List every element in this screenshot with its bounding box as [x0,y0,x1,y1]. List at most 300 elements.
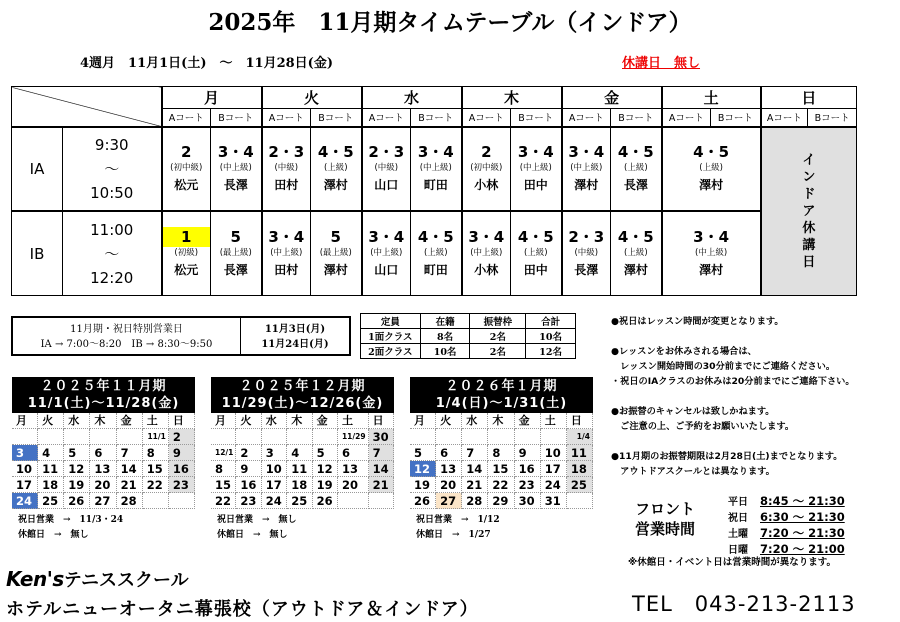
capacity-cell: 2名 [470,344,526,359]
calendar-weekday: 火 [436,413,462,429]
lesson-level-label: (上級) [624,247,648,258]
calendar-weekday: 土 [338,413,369,429]
instructor: 長澤 [223,262,248,277]
hours-row [728,526,890,542]
calendar-day: 3 [12,445,38,461]
instructor: 澤村 [699,262,724,277]
calendar-closed-days: 休館日 → 無し [217,530,288,540]
note-line [611,389,896,404]
calendar-day: 12/1 [211,445,236,461]
court-a: Aコート [262,109,311,127]
instructor: 澤村 [623,262,648,277]
calendar-day [462,429,488,445]
calendar-day [287,429,312,445]
calendar-closed-days: 休館日 → 無し [18,530,89,540]
calendar-day: 15 [143,461,169,477]
calendar-day: 21 [117,477,143,493]
day-sun: 日 [761,87,857,109]
note-line: ご注意の上、ご予約をお願いいたします。 [611,421,795,432]
calendar-day: 8 [488,445,514,461]
calendar-day: 11/1 [143,429,169,445]
note-line: ●祝日はレッスン時間が変更となります。 [611,316,784,327]
calendar-day [117,429,143,445]
lesson-cell [362,211,411,295]
calendar-grid [12,413,195,509]
class-row-ia [12,127,857,212]
hours-row [728,494,890,510]
hours-time: 7:20 ～ 21:30 [760,526,845,540]
brand-logo: Ken's [6,567,64,591]
calendar-weekday: 木 [90,413,116,429]
calendar-day [369,493,394,509]
court-b: Bコート [711,109,761,127]
day-thu: 木 [462,87,562,109]
court-b: Bコート [511,109,562,127]
lesson-cell [511,211,562,295]
instructor: 小林 [474,262,499,277]
lesson-level-label: (中上級) [219,162,252,173]
lesson-cell [611,127,662,212]
calendar-day: 2 [236,445,261,461]
special-title: 11月期・祝日特別営業日 [70,324,183,335]
lesson-level-label: (中上級) [470,247,503,258]
calendar-day: 5 [64,445,90,461]
capacity-header: 振替枠 [470,314,526,329]
calendar-footer [410,513,593,543]
calendar-weekday: 月 [12,413,38,429]
calendar-header [410,377,593,413]
instructor: 長澤 [223,177,248,192]
time-end: 10:50 [90,183,134,202]
note-line [611,434,896,449]
lesson-level: 5 [330,227,341,246]
calendar-day: 19 [313,477,338,493]
calendar-day: 1/4 [567,429,593,445]
calendar-footer [12,513,195,543]
lesson-cell [262,211,311,295]
calendar-day: 20 [338,477,369,493]
calendar-holiday-business: 祝日営業 → 11/3・24 [18,515,124,525]
calendar-day: 26 [410,493,436,509]
capacity-cell: 10名 [420,344,470,359]
lesson-level: 3・4 [268,227,305,246]
calendar-day: 4 [287,445,312,461]
calendar-day: 10 [262,461,287,477]
lesson-level-label: (中上級) [270,247,303,258]
class-time [63,127,162,212]
note-line: レッスン開始時間の30分前までにご連絡ください。 [611,361,836,372]
time-start: 9:30 [94,135,129,154]
calendar-day: 24 [262,493,287,509]
court-b: Bコート [311,109,362,127]
calendar-day: 17 [12,477,38,493]
calendar-day: 29 [488,493,514,509]
calendar-day: 16 [236,477,261,493]
calendar-day [313,429,338,445]
lesson-level-label: (最上級) [219,247,252,258]
lesson-level: 3・4 [468,227,505,246]
lesson-level-label: (中上級) [370,247,403,258]
calendar-day: 24 [541,477,567,493]
calendar-jan [410,377,593,543]
school-name: ホテルニューオータニ幕張校（アウトドア＆インドア） [6,599,479,620]
court-a: Aコート [462,109,511,127]
calendar-day: 4 [38,445,64,461]
lesson-level-label: (上級) [624,162,648,173]
class-row-ib [12,211,857,295]
calendar-holiday-business: 祝日営業 → 1/12 [416,515,500,525]
calendar-weekday: 月 [211,413,236,429]
calendar-day [515,429,541,445]
calendar-day: 9 [515,445,541,461]
page-title: 2025年 11月期タイムテーブル（インドア） [208,9,692,36]
calendar-weekday: 日 [169,413,195,429]
hours-row [728,510,890,526]
lesson-level: 2 [181,142,192,161]
court-a: Aコート [562,109,611,127]
period-range: 4週月 11月1日(土) ～ 11月28日(金) [80,56,333,71]
calendar-grid [211,413,394,509]
lesson-level-label: (中上級) [419,162,452,173]
capacity-cell: 10名 [526,329,576,344]
sunday-closed [761,127,857,296]
telephone: TEL 043-213-2113 [632,592,856,616]
calendar-day: 22 [488,477,514,493]
instructor: 田村 [274,262,299,277]
timetable [11,86,857,296]
notes [611,314,896,479]
calendar-day: 6 [338,445,369,461]
calendar-weekday: 月 [410,413,436,429]
court-a: Aコート [662,109,711,127]
calendar-title: ２０２６年１月期 [445,379,558,394]
calendar-day [262,429,287,445]
capacity-cell: 2名 [470,329,526,344]
calendar-day: 28 [462,493,488,509]
calendar-day: 18 [567,461,593,477]
instructor: 松元 [174,177,199,192]
hours-note: ※休館日・イベント日は営業時間が異なります。 [628,557,836,568]
calendar-day: 18 [38,477,64,493]
calendar-day [410,429,436,445]
lesson-cell [311,211,362,295]
note-line: ●11月期のお振替期限は2月28日(土)までとなります。 [611,451,843,462]
calendar-title: ２０２５年１２月期 [239,379,366,394]
lesson-level: 2・3 [368,142,405,161]
lesson-level: 3・4 [517,142,554,161]
closed-char: イ [802,152,816,168]
class-time [63,211,162,295]
lesson-cell [411,211,462,295]
calendar-weekday: 土 [541,413,567,429]
day-wed: 水 [362,87,462,109]
calendar-day: 23 [236,493,261,509]
closed-char: ド [802,186,816,202]
instructor: 澤村 [323,262,348,277]
lesson-level: 3・4 [368,227,405,246]
calendar-day: 25 [567,477,593,493]
time-end: 12:20 [90,268,134,287]
calendar-day: 14 [369,461,394,477]
calendar-day [211,429,236,445]
calendar-day: 22 [211,493,236,509]
calendar-weekday: 金 [313,413,338,429]
calendar-day: 13 [90,461,116,477]
calendar-weekday: 水 [64,413,90,429]
calendar-day: 9 [236,461,261,477]
calendar-day: 5 [313,445,338,461]
calendar-day: 26 [64,493,90,509]
calendar-day: 28 [117,493,143,509]
instructor: 山口 [374,262,399,277]
calendar-weekday: 火 [38,413,64,429]
hours-day: 平日 [728,497,748,508]
calendar-day: 17 [262,477,287,493]
calendar-day: 15 [211,477,236,493]
calendar-day: 14 [117,461,143,477]
calendar-day: 10 [541,445,567,461]
capacity-header: 合計 [526,314,576,329]
calendar-day: 16 [515,461,541,477]
lesson-level-label: (中級) [374,162,399,173]
front-label: 営業時間 [635,520,696,538]
hours-day: 祝日 [728,513,748,524]
calendar-day: 31 [541,493,567,509]
lesson-level: 3・4 [568,142,605,161]
calendar-day: 17 [541,461,567,477]
calendar-weekday: 木 [488,413,514,429]
special-date: 11月24日(月) [261,339,329,350]
calendar-day [567,493,593,509]
calendar-holiday-business: 祝日営業 → 無し [217,515,297,525]
calendar-day [169,493,195,509]
calendar-day [338,493,369,509]
front-hours [728,494,890,558]
lesson-level: 1 [163,227,211,247]
calendar-range: 1/4(日)～1/31(土) [435,396,568,411]
calendar-grid [410,413,593,509]
lesson-cell [211,127,262,212]
lesson-cell [462,127,511,212]
lesson-level-label: (中上級) [519,162,552,173]
class-name: IA [12,127,63,212]
calendar-day: 21 [462,477,488,493]
instructor: 長澤 [574,262,599,277]
court-b: Bコート [211,109,262,127]
lesson-cell [511,127,562,212]
calendar-day [90,429,116,445]
lesson-cell [462,211,511,295]
day-tue: 火 [262,87,362,109]
lesson-level-label: (上級) [423,247,448,258]
calendar-footer [211,513,394,543]
brand-name: テニススクール [63,570,189,591]
lesson-cell [662,211,761,295]
calendar-range: 11/29(土)～12/26(金) [221,396,384,411]
calendar-day: 11 [567,445,593,461]
calendar-weekday: 金 [515,413,541,429]
instructor: 澤村 [699,177,724,192]
calendar-day: 2 [169,429,195,445]
lesson-cell [311,127,362,212]
instructor: 小林 [474,177,499,192]
closed-char: ン [802,169,816,185]
court-b: Bコート [808,109,857,127]
lesson-level: 3・4 [417,142,454,161]
note-line: ・祝日のIAクラスのお休みは20分前までにご連絡下さい。 [611,376,855,387]
instructor: 田村 [274,177,299,192]
court-a: Aコート [162,109,211,127]
lesson-level: 5 [230,227,241,246]
calendar-day: 22 [143,477,169,493]
calendar-header [12,377,195,413]
calendar-day: 8 [211,461,236,477]
day-sat: 土 [662,87,761,109]
lesson-level: 2 [481,142,492,161]
instructor: 田中 [523,177,548,192]
calendar-day: 19 [410,477,436,493]
capacity-header: 定員 [361,314,421,329]
instructor: 町田 [423,177,448,192]
lesson-level-label: (中上級) [570,162,603,173]
lesson-cell [162,211,211,295]
lesson-cell [162,127,211,212]
capacity-cell: 2面クラス [361,344,421,359]
calendar-weekday: 木 [287,413,312,429]
hours-time: 6:30 ～ 21:30 [760,510,845,524]
lesson-cell [362,127,411,212]
calendar-day: 7 [369,445,394,461]
lesson-level-label: (初中級) [170,162,203,173]
lesson-level-label: (上級) [523,247,548,258]
calendar-dec [211,377,394,543]
calendar-day: 11 [38,461,64,477]
calendar-day [488,429,514,445]
calendar-title: ２０２５年１１月期 [40,379,167,394]
calendar-day: 6 [90,445,116,461]
calendar-day: 11/29 [338,429,369,445]
calendar-day: 9 [169,445,195,461]
brand [6,566,189,592]
calendar-day: 25 [38,493,64,509]
calendar-day: 26 [313,493,338,509]
lesson-cell [562,211,611,295]
lesson-cell [662,127,761,212]
lesson-level: 2・3 [268,142,305,161]
court-a: Aコート [362,109,411,127]
calendar-day [64,429,90,445]
note-line: ●レッスンをお休みされる場合は、 [611,346,757,357]
day-mon: 月 [162,87,262,109]
hours-day: 土曜 [728,529,748,540]
hours-time: 7:20 ～ 21:00 [760,542,845,556]
lesson-level: 2・3 [568,227,605,246]
calendar-day: 12 [64,461,90,477]
calendar-day: 7 [117,445,143,461]
calendar-day: 12 [410,461,436,477]
lesson-cell [562,127,611,212]
holiday-notice: 休講日 無し [622,56,701,71]
calendar-day: 15 [488,461,514,477]
instructor: 田中 [523,262,548,277]
calendar-day: 10 [12,461,38,477]
calendar-header [211,377,394,413]
time-start: 11:00 [90,220,134,239]
front-label: フロント [635,500,696,518]
closed-char: 日 [802,254,816,270]
calendar-day [12,429,38,445]
calendar-day: 30 [369,429,394,445]
lesson-level-label: (最上級) [319,247,352,258]
court-b: Bコート [611,109,662,127]
class-name: IB [12,211,63,295]
closed-char: ア [802,203,816,219]
hours-day: 日曜 [728,545,748,556]
closed-char: 講 [802,237,816,253]
special-business-box [11,316,351,356]
lesson-cell [411,127,462,212]
calendar-day [38,429,64,445]
closed-char: 休 [802,220,816,236]
calendar-nov [12,377,195,543]
special-times: IA → 7:00～8:20 IB → 8:30～9:50 [40,339,213,350]
calendar-day: 25 [287,493,312,509]
calendar-weekday: 日 [369,413,394,429]
calendar-day: 23 [515,477,541,493]
instructor: 澤村 [574,177,599,192]
calendar-day: 8 [143,445,169,461]
instructor: 長澤 [623,177,648,192]
calendar-day: 21 [369,477,394,493]
instructor: 山口 [374,177,399,192]
calendar-day: 16 [169,461,195,477]
lesson-level: 4・5 [417,227,454,246]
calendar-day: 18 [287,477,312,493]
lesson-cell [611,211,662,295]
lesson-cell [262,127,311,212]
calendar-day: 24 [12,493,38,509]
calendar-day [143,493,169,509]
lesson-level-label: (中上級) [695,247,728,258]
calendar-range: 11/1(土)～11/28(金) [27,396,180,411]
calendar-day: 3 [262,445,287,461]
calendar-day [436,429,462,445]
note-line: アウトドアスクールとは異なります。 [611,466,775,477]
note-line: ●お振替のキャンセルは致しかねます。 [611,406,775,417]
calendar-day: 14 [462,461,488,477]
note-line [611,329,896,344]
hours-time: 8:45 ～ 21:30 [760,494,845,508]
calendar-closed-days: 休館日 → 1/27 [416,530,491,540]
lesson-level-label: (初中級) [470,162,503,173]
time-tilde: ～ [104,159,120,178]
calendar-day: 5 [410,445,436,461]
calendar-weekday: 水 [462,413,488,429]
lesson-level: 3・4 [693,227,730,246]
calendar-day: 13 [338,461,369,477]
lesson-level: 4・5 [517,227,554,246]
calendar-day: 19 [64,477,90,493]
lesson-level-label: (初級) [174,247,199,258]
lesson-cell [211,211,262,295]
capacity-cell: 8名 [420,329,470,344]
instructor: 澤村 [323,177,348,192]
day-fri: 金 [562,87,662,109]
calendar-weekday: 金 [117,413,143,429]
calendar-day: 27 [90,493,116,509]
lesson-level: 4・5 [317,142,354,161]
time-tilde: ～ [104,244,120,263]
